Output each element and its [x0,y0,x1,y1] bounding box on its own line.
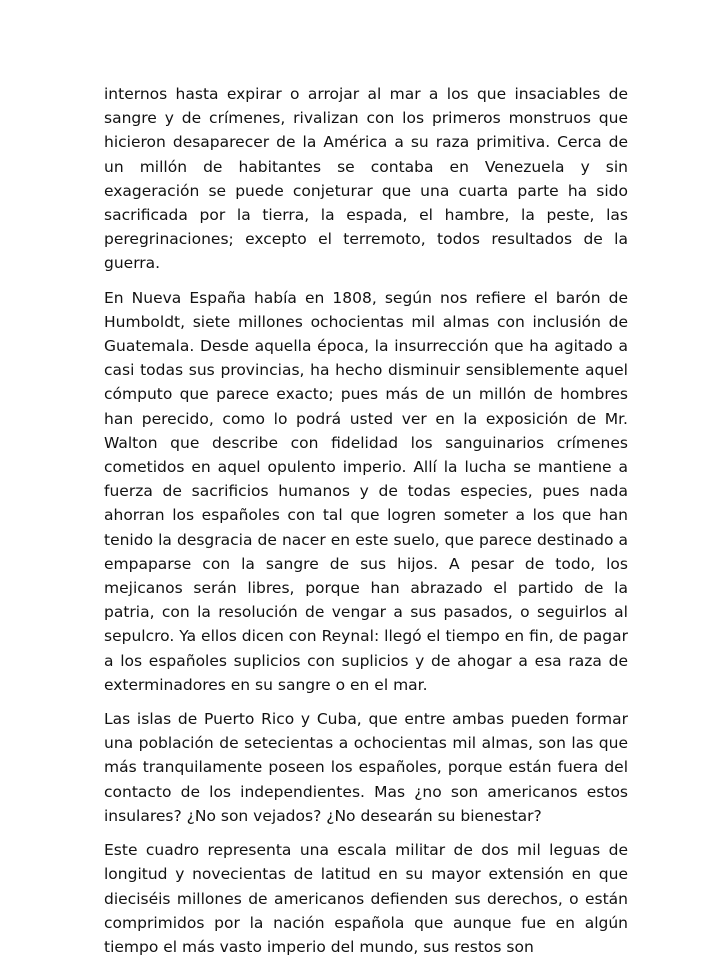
document-page [104,82,628,969]
paragraph-2: En Nueva España había en 1808, según nos refiere el barón de Humboldt, siete millones ochocientas mil almas con inclusión de Guatemala. Desde aquella época, la insurrección que ha agitado a casi todas sus provincias, ha hecho disminuir sensiblemente aquel cómputo que parece exacto; pues más de un millón de hombres han perecido, como lo podrá usted ver en la exposición de Mr. Walton que describe con fidelidad los sanguinarios crímenes cometidos en aquel opulento imperio. Allí la lucha se mantiene a fuerza de sacrificios humanos y de todas especies, pues nada ahorran los españoles con tal que logren someter a los que han tenido la desgracia de nacer en este suelo, que parece destinado a empaparse con la sangre de sus hijos. A pesar de todo, los mejicanos serán libres, porque han abrazado el partido de la patria, con la resolución de vengar a sus pasados, o seguirlos al sepulcro. Ya ellos dicen con Reynal: llegó el tiempo en fin, de pagar a los españoles suplicios con suplicios y de ahogar a esa raza de exterminadores en su sangre o en el mar. [104,288,628,694]
paragraph-3: Las islas de Puerto Rico y Cuba, que entre ambas pueden formar una población de setecientas a ochocientas mil almas, son las que más tranquilamente poseen los españoles, porque están fuera del contacto de los independientes. Mas ¿no son americanos estos insulares? ¿No son vejados? ¿No desearán su bienestar? [104,710,628,825]
paragraph-4: Este cuadro representa una escala militar de dos mil leguas de longitud y novecientas de latitud en su mayor extensión en que dieciséis millones de americanos defienden sus derechos, o están comprimidos por la nación española que aunque fue en algún tiempo el más vasto imperio del mundo, sus restos son [104,841,628,956]
paragraph-1: internos hasta expirar o arrojar al mar a los que insaciables de sangre y de crímenes, rivalizan con los primeros monstruos que hicieron desaparecer de la América a su raza primitiva. Cerca de un millón de habitantes se contaba en Venezuela y sin exageración se puede conjeturar que una cuarta parte ha sido sacrificada por la tierra, la espada, el hambre, la peste, las peregrinaciones; excepto el terremoto, todos resultados de la guerra. [104,85,628,273]
